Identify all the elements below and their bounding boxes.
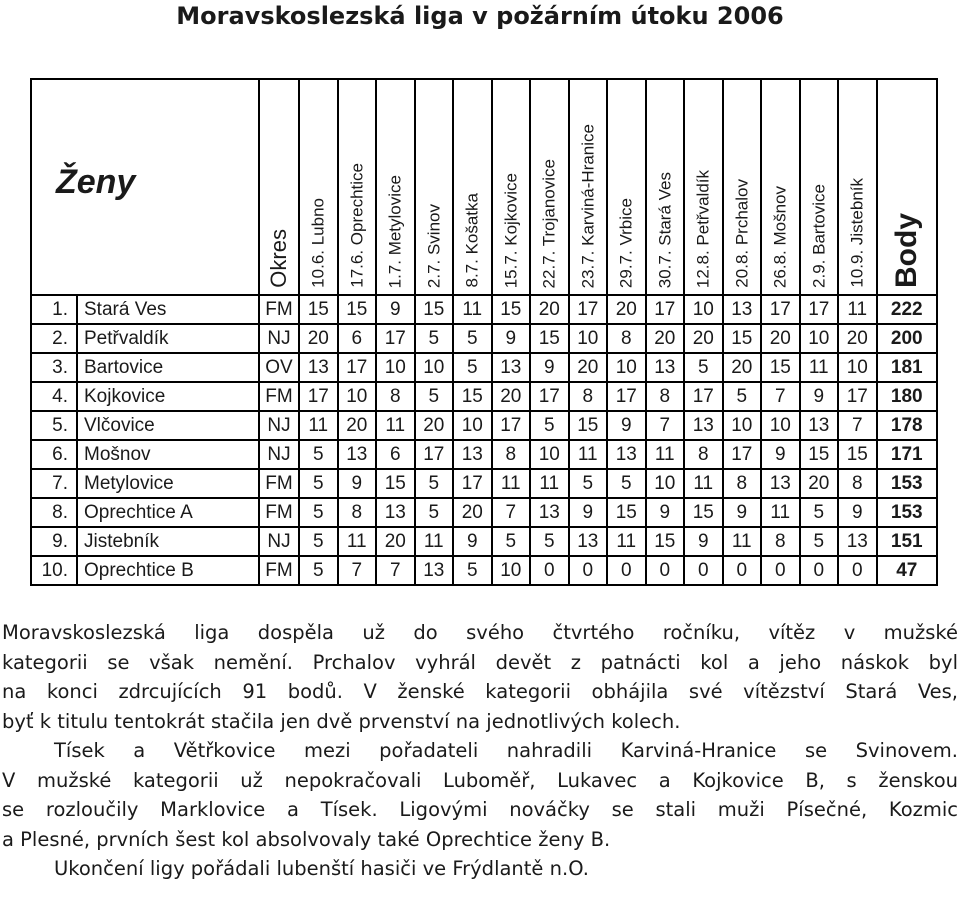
score-cell: 20: [684, 324, 723, 353]
table-body: [31, 295, 937, 585]
round-label: 15.7. Kojkovice: [501, 172, 521, 288]
rank-cell: 3.: [31, 353, 77, 382]
score-cell: 10: [530, 440, 569, 469]
score-cell: 0: [530, 556, 569, 585]
score-cell: 7: [492, 498, 531, 527]
team-cell: Stará Ves: [77, 295, 259, 324]
score-cell: 11: [684, 469, 723, 498]
score-cell: 13: [492, 353, 531, 382]
team-cell: Jistebník: [77, 527, 259, 556]
round-header: [299, 79, 338, 295]
score-cell: 11: [415, 527, 454, 556]
score-cell: 5: [415, 498, 454, 527]
okres-cell: NJ: [259, 411, 299, 440]
score-cell: 13: [569, 527, 608, 556]
score-cell: 0: [761, 556, 800, 585]
score-cell: 8: [607, 324, 646, 353]
table-row: [31, 382, 937, 411]
round-header: [723, 79, 762, 295]
score-cell: 10: [569, 324, 608, 353]
team-cell: Bartovice: [77, 353, 259, 382]
total-cell: 178: [877, 411, 938, 440]
score-cell: 11: [376, 411, 415, 440]
team-cell: Vlčovice: [77, 411, 259, 440]
score-cell: 5: [530, 527, 569, 556]
paragraph-3: [2, 854, 958, 884]
score-cell: 5: [453, 556, 492, 585]
score-cell: 0: [800, 556, 839, 585]
score-cell: 11: [569, 440, 608, 469]
score-cell: 9: [723, 498, 762, 527]
round-header: [800, 79, 839, 295]
score-cell: 17: [684, 382, 723, 411]
team-cell: Petřvaldík: [77, 324, 259, 353]
round-header: [415, 79, 454, 295]
score-cell: 5: [800, 498, 839, 527]
rank-cell: 1.: [31, 295, 77, 324]
okres-cell: NJ: [259, 440, 299, 469]
paragraph-line: se rozloučily Marklovice a Tísek. Ligovými nováčky se stali muži Písečné, Kozmic: [2, 798, 958, 822]
round-header: [569, 79, 608, 295]
table-row: [31, 324, 937, 353]
score-cell: 9: [569, 498, 608, 527]
score-cell: 5: [492, 527, 531, 556]
total-cell: 180: [877, 382, 938, 411]
round-label: 12.8. Petřvaldík: [693, 169, 713, 288]
score-cell: 7: [338, 556, 377, 585]
paragraph-line: kategorii se však nemění. Prchalov vyhrál devět z patnácti kol a jeho náskok byl: [2, 650, 958, 674]
score-cell: 11: [338, 527, 377, 556]
okres-cell: FM: [259, 556, 299, 585]
score-cell: 17: [299, 382, 338, 411]
score-cell: 0: [684, 556, 723, 585]
rank-cell: 2.: [31, 324, 77, 353]
paragraph-line: V mužské kategorii už nepokračovali Luboměř, Lukavec a Kojkovice B, s ženskou: [2, 768, 958, 792]
score-cell: 5: [415, 469, 454, 498]
score-cell: 10: [723, 411, 762, 440]
score-cell: 17: [338, 353, 377, 382]
score-cell: 20: [376, 527, 415, 556]
score-cell: 7: [838, 411, 877, 440]
score-cell: 13: [415, 556, 454, 585]
score-cell: 15: [569, 411, 608, 440]
total-cell: 153: [877, 498, 938, 527]
score-cell: 20: [761, 324, 800, 353]
score-cell: 8: [338, 498, 377, 527]
table-row: [31, 498, 937, 527]
score-cell: 11: [607, 527, 646, 556]
score-cell: 13: [607, 440, 646, 469]
team-cell: Oprechtice B: [77, 556, 259, 585]
score-cell: 13: [530, 498, 569, 527]
score-cell: 10: [800, 324, 839, 353]
score-cell: 8: [838, 469, 877, 498]
score-cell: 15: [607, 498, 646, 527]
score-cell: 17: [607, 382, 646, 411]
paragraph-line: byť k titulu tentokrát stačila jen dvě prvenství na jednotlivých kolech.: [2, 709, 681, 733]
score-cell: 9: [376, 295, 415, 324]
score-cell: 0: [607, 556, 646, 585]
round-label: 26.8. Mošnov: [770, 185, 790, 288]
table-row: [31, 469, 937, 498]
score-cell: 11: [838, 295, 877, 324]
score-cell: 9: [492, 324, 531, 353]
score-cell: 13: [684, 411, 723, 440]
okres-cell: FM: [259, 382, 299, 411]
round-header: [684, 79, 723, 295]
round-header: [376, 79, 415, 295]
score-cell: 20: [299, 324, 338, 353]
paragraph-line: Moravskoslezská liga dospěla už do svého čtvrtého ročníku, vítěz v mužské: [2, 621, 958, 644]
score-cell: 15: [415, 295, 454, 324]
round-label: 2.7. Svinov: [424, 203, 444, 288]
paragraph-line: a Plesné, prvních šest kol absolvovaly také Oprechtice ženy B.: [2, 827, 611, 851]
score-cell: 5: [299, 469, 338, 498]
rank-cell: 7.: [31, 469, 77, 498]
okres-cell: NJ: [259, 527, 299, 556]
score-cell: 13: [338, 440, 377, 469]
score-cell: 17: [492, 411, 531, 440]
round-header: [453, 79, 492, 295]
total-cell: 47: [877, 556, 938, 585]
paragraph-2: [2, 736, 958, 854]
round-label: 23.7. Karviná-Hranice: [578, 123, 598, 288]
score-cell: 7: [646, 411, 685, 440]
score-cell: 15: [376, 469, 415, 498]
score-cell: 8: [684, 440, 723, 469]
round-label: 2.9. Bartovice: [809, 184, 829, 288]
round-header: [338, 79, 377, 295]
score-cell: 11: [800, 353, 839, 382]
score-cell: 20: [338, 411, 377, 440]
score-cell: 5: [299, 498, 338, 527]
score-cell: 9: [800, 382, 839, 411]
score-cell: 9: [684, 527, 723, 556]
score-cell: 15: [453, 382, 492, 411]
score-cell: 13: [800, 411, 839, 440]
team-cell: Kojkovice: [77, 382, 259, 411]
score-cell: 17: [646, 295, 685, 324]
table-header-row: [31, 79, 937, 295]
score-cell: 8: [569, 382, 608, 411]
score-cell: 17: [376, 324, 415, 353]
score-cell: 8: [761, 527, 800, 556]
score-cell: 8: [723, 469, 762, 498]
rank-cell: 5.: [31, 411, 77, 440]
okres-cell: OV: [259, 353, 299, 382]
total-cell: 200: [877, 324, 938, 353]
score-cell: 0: [838, 556, 877, 585]
paragraph-1: [2, 618, 958, 736]
team-cell: Metylovice: [77, 469, 259, 498]
score-cell: 15: [800, 440, 839, 469]
round-label: 30.7. Stará Ves: [655, 171, 675, 288]
score-cell: 13: [646, 353, 685, 382]
round-label: 20.8. Prchalov: [732, 179, 752, 288]
score-cell: 5: [723, 382, 762, 411]
score-cell: 0: [646, 556, 685, 585]
round-label: 8.7. Košatka: [462, 193, 482, 288]
score-cell: 5: [607, 469, 646, 498]
score-cell: 9: [646, 498, 685, 527]
score-cell: 20: [569, 353, 608, 382]
score-cell: 6: [338, 324, 377, 353]
score-cell: 17: [530, 382, 569, 411]
table-row: [31, 440, 937, 469]
paragraph-line: Tísek a Větřkovice mezi pořadateli nahradili Karviná-Hranice se Svinovem.: [54, 739, 958, 762]
score-cell: 17: [800, 295, 839, 324]
table-row: [31, 527, 937, 556]
score-cell: 9: [338, 469, 377, 498]
score-cell: 5: [453, 324, 492, 353]
round-header: [761, 79, 800, 295]
score-cell: 13: [299, 353, 338, 382]
score-cell: 5: [299, 527, 338, 556]
score-cell: 8: [492, 440, 531, 469]
paragraph-line: na konci zdrcujících 91 bodů. V ženské kategorii obhájila své vítězství Stará Ves,: [2, 680, 958, 704]
score-cell: 8: [376, 382, 415, 411]
score-cell: 20: [492, 382, 531, 411]
table-row: [31, 353, 937, 382]
category-label: Ženy: [56, 162, 136, 201]
score-cell: 10: [838, 353, 877, 382]
round-label: 10.9. Jistebník: [847, 178, 867, 288]
round-label: 29.7. Vrbice: [616, 197, 636, 288]
rank-cell: 6.: [31, 440, 77, 469]
total-cell: 153: [877, 469, 938, 498]
okres-cell: FM: [259, 498, 299, 527]
score-cell: 11: [530, 469, 569, 498]
total-cell: 181: [877, 353, 938, 382]
paragraph-line: Ukončení ligy pořádali lubenští hasiči ve Frýdlantě n.O.: [54, 857, 589, 880]
round-label: 1.7. Metylovice: [385, 174, 405, 288]
rank-cell: 8.: [31, 498, 77, 527]
score-cell: 17: [453, 469, 492, 498]
score-cell: 17: [838, 382, 877, 411]
score-cell: 11: [492, 469, 531, 498]
score-cell: 11: [723, 527, 762, 556]
score-cell: 10: [761, 411, 800, 440]
score-cell: 20: [800, 469, 839, 498]
score-cell: 10: [684, 295, 723, 324]
table-row: [31, 411, 937, 440]
score-cell: 9: [453, 527, 492, 556]
score-cell: 20: [646, 324, 685, 353]
score-cell: 5: [415, 324, 454, 353]
score-cell: 13: [376, 498, 415, 527]
score-cell: 9: [761, 440, 800, 469]
score-cell: 20: [415, 411, 454, 440]
okres-header: [259, 79, 299, 295]
okres-cell: FM: [259, 295, 299, 324]
score-cell: 15: [299, 295, 338, 324]
score-cell: 15: [761, 353, 800, 382]
score-cell: 9: [530, 353, 569, 382]
round-header: [646, 79, 685, 295]
score-cell: 5: [569, 469, 608, 498]
total-cell: 222: [877, 295, 938, 324]
score-cell: 8: [646, 382, 685, 411]
score-cell: 13: [761, 469, 800, 498]
standings-table: [30, 78, 938, 586]
round-header: [607, 79, 646, 295]
rank-cell: 10.: [31, 556, 77, 585]
okres-cell: FM: [259, 469, 299, 498]
score-cell: 10: [607, 353, 646, 382]
score-cell: 0: [569, 556, 608, 585]
rank-cell: 4.: [31, 382, 77, 411]
score-cell: 17: [569, 295, 608, 324]
score-cell: 11: [299, 411, 338, 440]
score-cell: 5: [299, 440, 338, 469]
results-table: [30, 78, 936, 588]
score-cell: 10: [492, 556, 531, 585]
score-cell: 15: [684, 498, 723, 527]
team-cell: Oprechtice A: [77, 498, 259, 527]
score-cell: 20: [838, 324, 877, 353]
round-label: 10.6. Lubno: [308, 198, 328, 288]
score-cell: 9: [838, 498, 877, 527]
score-cell: 0: [723, 556, 762, 585]
score-cell: 20: [530, 295, 569, 324]
body-label: Body: [889, 213, 923, 288]
score-cell: 13: [723, 295, 762, 324]
score-cell: 6: [376, 440, 415, 469]
rank-cell: 9.: [31, 527, 77, 556]
score-cell: 10: [415, 353, 454, 382]
okres-label: Okres: [266, 229, 292, 288]
team-cell: Mošnov: [77, 440, 259, 469]
score-cell: 15: [492, 295, 531, 324]
score-cell: 11: [646, 440, 685, 469]
table-row: [31, 295, 937, 324]
score-cell: 5: [800, 527, 839, 556]
round-label: 17.6. Oprechtice: [347, 163, 367, 288]
score-cell: 13: [453, 440, 492, 469]
category-header: [31, 79, 259, 295]
score-cell: 7: [761, 382, 800, 411]
score-cell: 15: [646, 527, 685, 556]
round-header: [838, 79, 877, 295]
score-cell: 17: [723, 440, 762, 469]
score-cell: 15: [530, 324, 569, 353]
score-cell: 10: [338, 382, 377, 411]
total-cell: 151: [877, 527, 938, 556]
score-cell: 9: [607, 411, 646, 440]
score-cell: 15: [338, 295, 377, 324]
table-row: [31, 556, 937, 585]
score-cell: 20: [723, 353, 762, 382]
score-cell: 11: [761, 498, 800, 527]
score-cell: 10: [453, 411, 492, 440]
round-header: [492, 79, 531, 295]
page-title: Moravskoslezská liga v požárním útoku 2006: [176, 2, 784, 30]
score-cell: 5: [299, 556, 338, 585]
score-cell: 17: [761, 295, 800, 324]
total-cell: 171: [877, 440, 938, 469]
score-cell: 15: [723, 324, 762, 353]
score-cell: 11: [453, 295, 492, 324]
score-cell: 15: [838, 440, 877, 469]
round-header: [530, 79, 569, 295]
score-cell: 5: [453, 353, 492, 382]
score-cell: 10: [376, 353, 415, 382]
score-cell: 17: [415, 440, 454, 469]
score-cell: 5: [530, 411, 569, 440]
body-header: [877, 79, 938, 295]
score-cell: 7: [376, 556, 415, 585]
okres-cell: NJ: [259, 324, 299, 353]
score-cell: 20: [453, 498, 492, 527]
round-label: 22.7. Trojanovice: [539, 158, 559, 288]
score-cell: 20: [607, 295, 646, 324]
score-cell: 5: [415, 382, 454, 411]
score-cell: 13: [838, 527, 877, 556]
score-cell: 5: [684, 353, 723, 382]
score-cell: 10: [646, 469, 685, 498]
